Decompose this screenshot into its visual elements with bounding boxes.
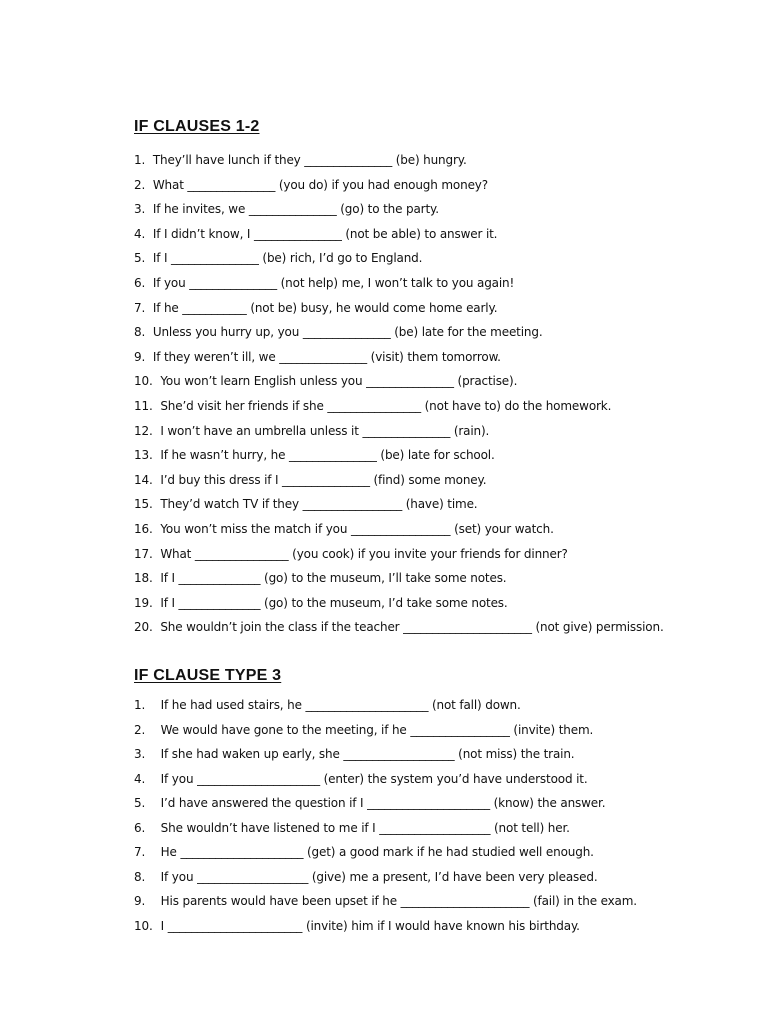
exercise-item (134, 521, 664, 546)
exercise-item (134, 746, 637, 771)
exercise-sentence: What _______________ (you do) if you had enough money? (152, 177, 488, 192)
exercise-sentence: She wouldn’t have listened to me if I ___________________ (not tell) her. (160, 820, 570, 835)
exercise-number: 6. (134, 820, 146, 835)
exercise-sentence: We would have gone to the meeting, if he _________________ (invite) them. (160, 722, 594, 737)
exercise-item (134, 869, 637, 894)
exercise-sentence: You won’t learn English unless you _______________ (practise). (160, 374, 518, 389)
exercise-sentence: If you ___________________ (give) me a present, I’d have been very pleased. (160, 869, 598, 884)
exercise-number: 10. (134, 374, 153, 389)
exercise-sentence: He _____________________ (get) a good mark if he had studied well enough. (160, 845, 594, 860)
exercise-item (134, 324, 664, 349)
exercise-number: 1. (134, 153, 146, 167)
exercise-sentence: I won’t have an umbrella unless it _______________ (rain). (160, 423, 490, 438)
exercise-sentence: If I didn’t know, I _______________ (not be able) to answer it. (152, 226, 498, 241)
exercise-item (134, 226, 664, 251)
exercise-sentence: I _______________________ (invite) him if I would have known his birthday. (160, 918, 580, 933)
exercise-number: 19. (134, 595, 153, 610)
exercise-number: 16. (134, 521, 153, 536)
exercise-number: 18. (134, 571, 153, 586)
exercise-item (134, 844, 637, 869)
exercise-sentence: If she had waken up early, she ___________________ (not miss) the train. (160, 747, 575, 762)
exercise-item (134, 722, 637, 747)
exercise-item (134, 447, 664, 472)
exercise-item (134, 177, 664, 202)
exercise-number: 11. (134, 398, 153, 413)
exercise-item (134, 250, 664, 275)
exercise-number: 20. (134, 620, 153, 635)
exercise-sentence: His parents would have been upset if he ______________________ (fail) in the exam. (160, 894, 637, 909)
exercise-number: 15. (134, 497, 153, 512)
exercise-number: 2. (134, 177, 146, 192)
exercise-item (134, 918, 637, 943)
exercise-sentence: If I ______________ (go) to the museum, I’d take some notes. (160, 595, 508, 610)
exercise-number: 7. (134, 845, 146, 860)
exercise-number: 7. (134, 300, 146, 315)
exercise-item (134, 771, 637, 796)
section-title-if-clause-type-3: IF CLAUSE TYPE 3 (134, 667, 282, 684)
section-title-if-clauses-1-2: IF CLAUSES 1-2 (134, 118, 260, 135)
exercise-item (134, 152, 664, 177)
exercise-item (134, 820, 637, 845)
exercise-number: 5. (134, 796, 146, 811)
exercise-number: 8. (134, 869, 146, 884)
exercise-number: 9. (134, 894, 146, 909)
exercise-item (134, 472, 664, 497)
exercise-sentence: If he had used stairs, he _____________________ (not fall) down. (160, 698, 521, 712)
exercise-sentence: If I _______________ (be) rich, I’d go to England. (152, 251, 423, 266)
exercise-item (134, 893, 637, 918)
exercise-number: 4. (134, 226, 146, 241)
exercise-number: 8. (134, 325, 146, 340)
exercise-sentence: If you _____________________ (enter) the system you’d have understood it. (160, 771, 588, 786)
exercise-item (134, 201, 664, 226)
exercise-item (134, 795, 637, 820)
exercise-item (134, 546, 664, 571)
exercise-number: 1. (134, 698, 146, 712)
exercise-item (134, 300, 664, 325)
exercise-item (134, 275, 664, 300)
exercise-sentence: You won’t miss the match if you _________________ (set) your watch. (160, 521, 554, 536)
exercise-sentence: She wouldn’t join the class if the teacher ______________________ (not give) permission. (160, 620, 664, 635)
exercise-list-if-clause-type-3 (134, 697, 637, 942)
exercise-item (134, 423, 664, 448)
exercise-item (134, 619, 664, 644)
exercise-number: 4. (134, 771, 146, 786)
exercise-number: 13. (134, 448, 153, 463)
exercise-number: 17. (134, 546, 153, 561)
exercise-sentence: What ________________ (you cook) if you invite your friends for dinner? (160, 546, 568, 561)
exercise-item (134, 349, 664, 374)
exercise-number: 12. (134, 423, 153, 438)
exercise-sentence: If he ___________ (not be) busy, he would come home early. (152, 300, 498, 315)
exercise-sentence: If I ______________ (go) to the museum, I’ll take some notes. (160, 571, 507, 586)
exercise-number: 3. (134, 202, 146, 217)
exercise-number: 2. (134, 722, 146, 737)
exercise-number: 6. (134, 275, 146, 290)
exercise-sentence: They’ll have lunch if they _______________ (be) hungry. (152, 153, 467, 167)
exercise-sentence: I’d have answered the question if I _____________________ (know) the answer. (160, 796, 606, 811)
exercise-item (134, 496, 664, 521)
exercise-item (134, 398, 664, 423)
exercise-sentence: If he wasn’t hurry, he _______________ (be) late for school. (160, 448, 495, 463)
exercise-item (134, 595, 664, 620)
exercise-number: 9. (134, 349, 146, 364)
exercise-item (134, 570, 664, 595)
exercise-number: 10. (134, 918, 153, 933)
exercise-sentence: If he invites, we _______________ (go) to the party. (152, 202, 439, 217)
exercise-sentence: She’d visit her friends if she ________________ (not have to) do the homework. (160, 398, 612, 413)
exercise-number: 14. (134, 472, 153, 487)
exercise-list-if-clauses-1-2 (134, 152, 664, 644)
exercise-sentence: If you _______________ (not help) me, I won’t talk to you again! (152, 275, 515, 290)
exercise-item (134, 373, 664, 398)
exercise-item (134, 697, 637, 722)
exercise-sentence: They’d watch TV if they _________________ (have) time. (160, 497, 478, 512)
exercise-number: 5. (134, 251, 146, 266)
exercise-sentence: Unless you hurry up, you _______________ (be) late for the meeting. (152, 325, 543, 340)
exercise-sentence: I’d buy this dress if I _______________ (find) some money. (160, 472, 487, 487)
exercise-number: 3. (134, 747, 146, 762)
exercise-sentence: If they weren’t ill, we _______________ (visit) them tomorrow. (152, 349, 501, 364)
